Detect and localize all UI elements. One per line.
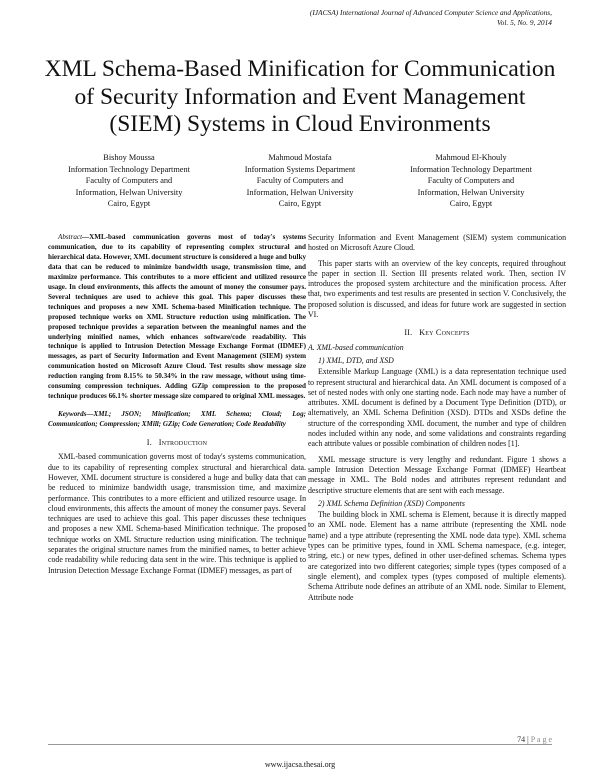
outline-paragraph: This paper starts with an overview of the key concepts, required throughout the paper in section II. Section III presents related work. Then, section IV introduces the proposed system architecture and the minification process. After that, two experiments and test results are presented in section V. Conclusively, the proposed solution is discussed, and ideas for future work are suggested in section VI. bbox=[308, 258, 566, 320]
xml-paragraph-1: Extensible Markup Language (XML) is a data representation technique used to represent structural and hierarchical data. An XML document is composed of a set of nested nodes with only one starting node. Each node may have a number of attributes. XML document is defined by a Document Type Definition (DTD), or alternatively, an XML Schema Definition (XSD). DTDs and XSDs define the structure of the corresponding XML document, the number and type of children nodes included within any node, and some validations and constraints regarding each attribute values or possible combination of children nodes [1]. bbox=[308, 367, 566, 449]
section-heading-introduction bbox=[48, 438, 306, 448]
keywords: Keywords—XML; JSON; Minification; XML Schema; Cloud; Log; Communication; Compression; XMill; GZip; Code Generation; Code Readability bbox=[48, 410, 306, 429]
author-location: Cairo, Egypt bbox=[449, 199, 493, 209]
author-block bbox=[215, 152, 385, 210]
subsection-heading: A. XML-based communication bbox=[308, 342, 404, 352]
section-title: Key Concepts bbox=[419, 328, 470, 338]
journal-volume: Vol. 5, No. 9, 2014 bbox=[496, 17, 552, 27]
title-line-3: (SIEM) Systems in Cloud Environments bbox=[109, 111, 491, 137]
abstract-text: —XML-based communication governs most of today's systems communication, due to its capability of representing complex structural and hierarchical data. However, XML document structure is considered a huge and bulky data that can be reduced to minimize bandwidth usage, transmission time, and maximize performance. This contributes to a more efficient and utilized resource usage. In cloud environments, this affects the amount of money the consumer pays. Several techniques are used to achieve this goal. This paper discusses these techniques and proposes a new XML Schema-based Minification technique. The proposed technique works on XML Structure reduction using minification. The proposed technique provides a separation between the meaningful names and the underlying minified names, which enhances software/code readability. This technique is applied to Intrusion Detection Message Exchange Format (IDMEF) messages, as part of Security Information and Event Management (SIEM) system communication hosted on Microsoft Azure Cloud. Test results show message size reduction ranging from 8.15% to 50.34% in the raw message, without using time-consuming compression techniques. Adding GZip compression to the proposed technique produces 66.1% shorter message size compared to original XML messages. bbox=[48, 233, 306, 401]
subsubsection-heading: 2) XML Schema Definition (XSD) Components bbox=[318, 498, 465, 508]
section-number: I. bbox=[146, 438, 152, 448]
abstract-label: Abstract bbox=[58, 233, 83, 241]
section-number: II. bbox=[404, 328, 413, 338]
section-heading-key-concepts bbox=[308, 328, 566, 338]
title-line-1: XML Schema-Based Minification for Communication bbox=[44, 56, 556, 82]
section-title: Introduction bbox=[158, 438, 208, 448]
author-block bbox=[44, 152, 214, 210]
author-list bbox=[44, 152, 556, 210]
author-department: Information Technology Department bbox=[410, 164, 532, 174]
journal-name: (IJACSA) International Journal of Advanced Computer Science and Applications, bbox=[309, 8, 552, 17]
title-line-2: of Security Information and Event Management bbox=[74, 83, 526, 110]
author-department: Information Systems Department bbox=[244, 164, 356, 174]
author-name: Mahmoud El-Khouly bbox=[435, 153, 507, 162]
page-number bbox=[517, 735, 552, 744]
author-name: Mahmoud Mostafa bbox=[268, 153, 332, 162]
footer-url: www.ijacsa.thesai.org bbox=[264, 760, 336, 769]
author-faculty: Faculty of Computers and bbox=[256, 176, 344, 186]
xsd-paragraph: The building block in XML schema is Element, because it is directly mapped to an XML node. Element has a name attribute (representing the XML node name) and a type attribute (representing the XML node data type). XML schema types can be primitive types, found in XML Schema namespace, (e.g. integer, string, etc.) or new types, defined in other user-defined schemas. Schema types are categorized into two different categories; simple types (types composed of a single element), and complex types (types composed of multiple elements). Schema Attribute node defines an attribute of an XML node. Similar to Element, Attribute node bbox=[308, 510, 566, 602]
introduction-paragraph: XML-based communication governs most of today's systems communication, due to its capability of representing complex structural and hierarchical data. However, XML document structure is considered a huge and bulky data that can be reduced to minimize bandwidth usage, transmission time, and maximize performance. This contributes to a more efficient and utilized resource usage. In cloud environments, this affects the amount of money the consumer pays. Several techniques are used to achieve this goal. This paper discusses these techniques and proposes a new XML Schema-based Minification technique. The proposed technique works on XML Structure reduction using minification. The technique separates the original structure names from the minified names, to better achieve code readability while reducing data sent in the wire. This technique is applied to Intrusion Detection Message Exchange Format (IDMEF) messages, as part of bbox=[48, 452, 306, 575]
left-column bbox=[48, 233, 306, 576]
author-faculty: Faculty of Computers and bbox=[427, 176, 515, 186]
paper-title bbox=[24, 56, 576, 139]
journal-header bbox=[132, 8, 552, 27]
author-university: Information, Helwan University bbox=[417, 187, 525, 197]
author-block bbox=[386, 152, 556, 210]
author-location: Cairo, Egypt bbox=[107, 199, 151, 209]
continued-paragraph: Security Information and Event Management (SIEM) system communication hosted on Microsoft Azure Cloud. bbox=[308, 233, 566, 253]
page-word: P a g e bbox=[530, 735, 552, 744]
author-faculty: Faculty of Computers and bbox=[85, 176, 173, 186]
footer-divider bbox=[48, 744, 552, 745]
xml-paragraph-2: XML message structure is very lengthy and redundant. Figure 1 shows a sample Intrusion Detection Message Exchange Format (IDMEF) Heartbeat message in XML. The Bold nodes and attributes represent redundant and descriptive structure elements that are sent with each message. bbox=[308, 454, 566, 495]
author-name: Bishoy Moussa bbox=[103, 153, 155, 162]
abstract bbox=[48, 233, 306, 402]
author-location: Cairo, Egypt bbox=[278, 199, 322, 209]
page-number-value: 74 | bbox=[517, 735, 531, 744]
subsubsection-heading: 1) XML, DTD, and XSD bbox=[318, 355, 394, 365]
author-university: Information, Helwan University bbox=[75, 187, 183, 197]
right-column bbox=[308, 233, 566, 603]
author-university: Information, Helwan University bbox=[246, 187, 354, 197]
author-department: Information Technology Department bbox=[68, 164, 190, 174]
